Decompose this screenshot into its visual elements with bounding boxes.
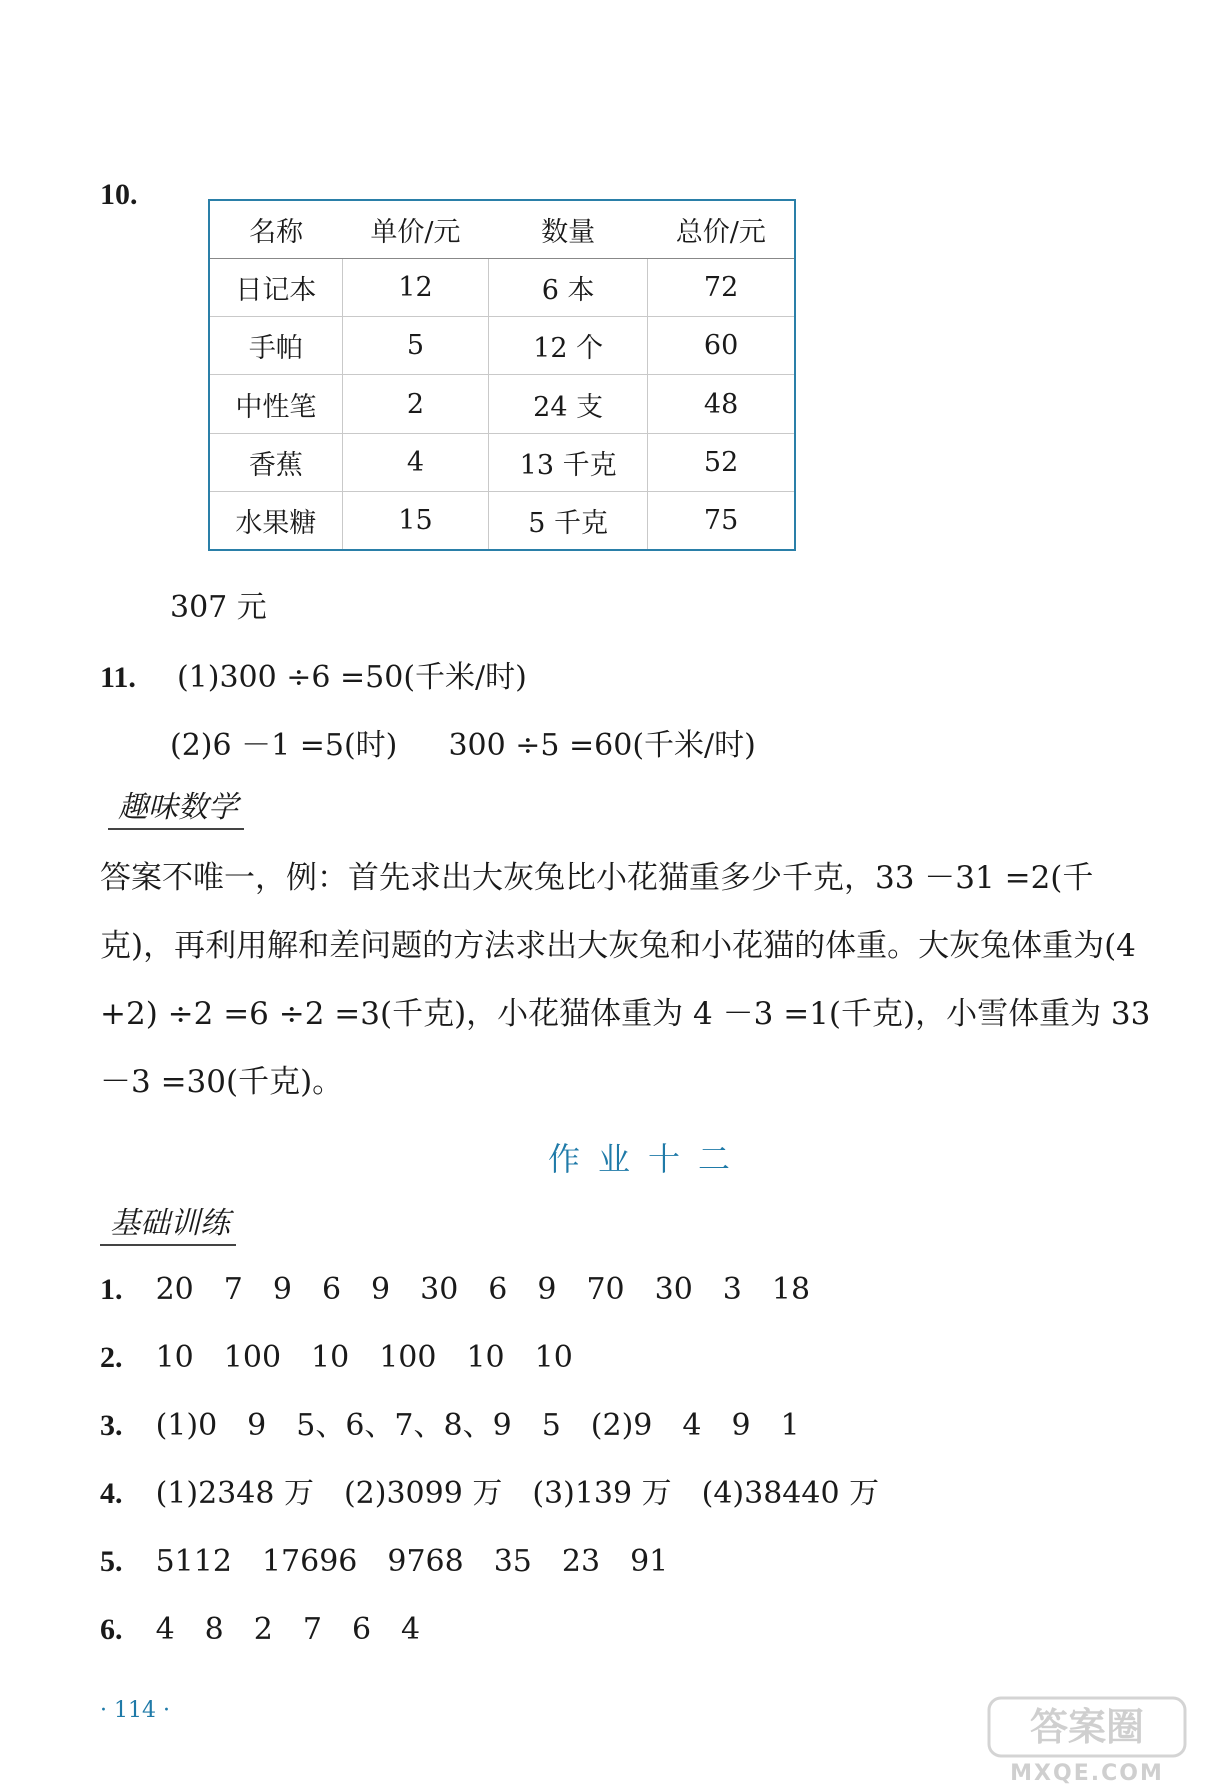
table-header-cell: 单价/元 <box>342 201 488 259</box>
q10-answer: 307 元 <box>170 590 267 625</box>
table-cell: 12 个 <box>489 317 648 375</box>
basic-item <box>100 1400 800 1444</box>
table-cell: 15 <box>342 491 488 549</box>
table-row <box>210 375 794 433</box>
homework-title: 作业十二 <box>548 1140 749 1178</box>
table-cell: 日记本 <box>210 259 342 317</box>
q11-part-1: (1)300 ÷6 =50(千米/时) <box>176 660 527 695</box>
table-cell: 12 <box>342 259 488 317</box>
question-number-10: 10. <box>100 178 138 211</box>
price-table <box>208 199 796 551</box>
table-cell: 香蕉 <box>210 433 342 491</box>
table-cell: 5 千克 <box>489 491 648 549</box>
table-cell: 48 <box>648 375 794 433</box>
table-header-cell: 名称 <box>210 201 342 259</box>
item-number: 1. <box>100 1273 123 1306</box>
item-number: 4. <box>100 1477 123 1510</box>
table-header-row <box>210 201 794 259</box>
question-11-line-1 <box>100 652 527 696</box>
svg-text:答案圈: 答案圈 <box>1029 1705 1145 1749</box>
item-answer: (1)0 9 5、6、7、8、9 5 (2)9 4 9 1 <box>155 1408 800 1443</box>
item-answer: 20 7 9 6 9 30 6 9 70 30 3 18 <box>155 1272 811 1307</box>
table-cell: 4 <box>342 433 488 491</box>
table-cell: 13 千克 <box>489 433 648 491</box>
table-cell: 中性笔 <box>210 375 342 433</box>
table-cell: 24 支 <box>489 375 648 433</box>
table-cell: 水果糖 <box>210 491 342 549</box>
table-row <box>210 317 794 375</box>
svg-text:MXQE.COM: MXQE.COM <box>1010 1761 1164 1786</box>
item-number: 6. <box>100 1613 123 1646</box>
q11-part-2a: (2)6 －1 =5(时) <box>170 728 398 763</box>
basic-training-title: 基础训练 <box>100 1198 236 1246</box>
question-11-line-2 <box>170 720 756 764</box>
fun-math-paragraph: 答案不唯一，例：首先求出大灰兔比小花猫重多少千克，33 －31 =2(千克)，再利用解和差问题的方法求出大灰兔和小花猫的体重。大灰兔体重为(4 +2) ÷2 =6 ÷2 =3(千克)，小花猫体重为 4 －3 =1(千克)，小雪体重为 33 －3 =30(千克)。 <box>100 860 1151 1100</box>
table-cell: 5 <box>342 317 488 375</box>
basic-item <box>100 1264 810 1308</box>
fun-math-title: 趣味数学 <box>108 782 244 830</box>
page-number: · 114 · <box>100 1698 170 1723</box>
table-cell: 52 <box>648 433 794 491</box>
basic-item <box>100 1536 668 1580</box>
item-answer: 4 8 2 7 6 4 <box>155 1612 421 1647</box>
item-number: 3. <box>100 1409 123 1442</box>
watermark-icon <box>987 1696 1187 1786</box>
item-answer: 5112 17696 9768 35 23 91 <box>155 1544 669 1579</box>
item-number: 5. <box>100 1545 123 1578</box>
question-number-11: 11. <box>100 661 136 694</box>
table-cell: 手帕 <box>210 317 342 375</box>
item-number: 2. <box>100 1341 123 1374</box>
table-cell: 6 本 <box>489 259 648 317</box>
q11-part-2b: 300 ÷5 =60(千米/时) <box>448 728 756 763</box>
basic-item <box>100 1332 573 1376</box>
table-cell: 75 <box>703 504 739 536</box>
table-cell: 60 <box>648 317 794 375</box>
item-answer: 10 100 10 100 10 10 <box>155 1340 573 1375</box>
table-row <box>210 433 794 491</box>
table-cell: 72 <box>648 259 794 317</box>
table-row <box>210 259 794 317</box>
basic-item <box>100 1604 420 1648</box>
basic-item <box>100 1468 879 1512</box>
table-header-cell: 数量 <box>489 201 648 259</box>
table-cell: 2 <box>342 375 488 433</box>
table-row <box>210 491 794 549</box>
watermark-logo <box>987 1696 1187 1786</box>
table-header-cell: 总价/元 <box>648 201 794 259</box>
item-answer: (1)2348 万 (2)3099 万 (3)139 万 (4)38440 万 <box>155 1476 880 1511</box>
